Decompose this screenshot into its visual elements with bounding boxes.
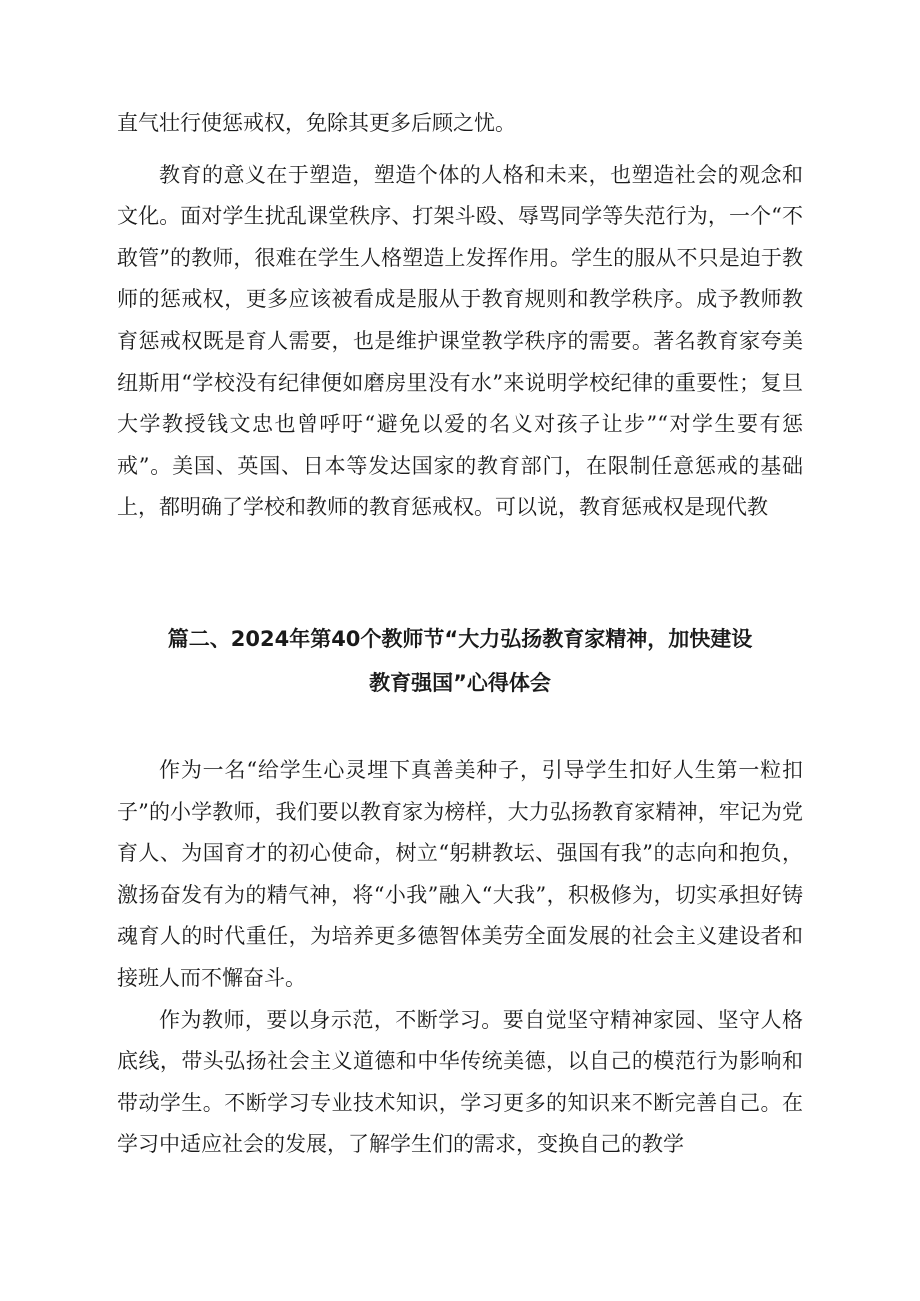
heading-line-1: 篇二、2024年第40个教师节“大力弘扬教育家精神，加快建设 [167,627,753,651]
section-1-body [117,103,803,529]
heading-line-2: 教育强国”心得体会 [369,671,551,695]
paragraph-role-model: 作为一名“给学生心灵埋下真善美种子，引导学生扣好人生第一粒扣子”的小学教师，我们要以教育家为榜样，大力弘扬教育家精神，牢记为党育人、为国育才的初心使命，树立“躬耕教坛、强国有我”的志向和抱负，激扬奋发有为的精气神，将“小我”融入“大我”，积极修为，切实承担好铸魂育人的时代重任，为培养更多德智体美劳全面发展的社会主义建设者和接班人而不懈奋斗。 [117,758,803,990]
paragraph-continuation: 直气壮行使惩戒权，免除其更多后顾之忧。 [117,111,516,135]
section-2-heading [117,617,803,705]
section-2-body [117,750,803,1166]
paragraph-continuous-learning: 作为教师，要以身示范，不断学习。要自觉坚守精神家园、坚守人格底线，带头弘扬社会主义道德和中华传统美德，以自己的模范行为影响和带动学生。不断学习专业技术知识，学习更多的知识来不断完善自己。在学习中适应社会的发展，了解学生们的需求，变换自己的教学 [117,1007,803,1157]
paragraph-discipline-rights: 教育的意义在于塑造，塑造个体的人格和未来，也塑造社会的观念和文化。面对学生扰乱课堂秩序、打架斗殴、辱骂同学等失范行为，一个“不敢管”的教师，很难在学生人格塑造上发挥作用。学生的服从不只是迫于教师的惩戒权，更多应该被看成是服从于教育规则和教学秩序。成予教师教育惩戒权既是育人需要，也是维护课堂教学秩序的需要。著名教育家夸美纽斯用“学校没有纪律便如磨房里没有水”来说明学校纪律的重要性；复旦大学教授钱文忠也曾呼吁“避免以爱的名义对孩子让步”“对学生要有惩戒”。美国、英国、日本等发达国家的教育部门，在限制任意惩戒的基础上，都明确了学校和教师的教育惩戒权。可以说，教育惩戒权是现代教 [117,162,803,520]
